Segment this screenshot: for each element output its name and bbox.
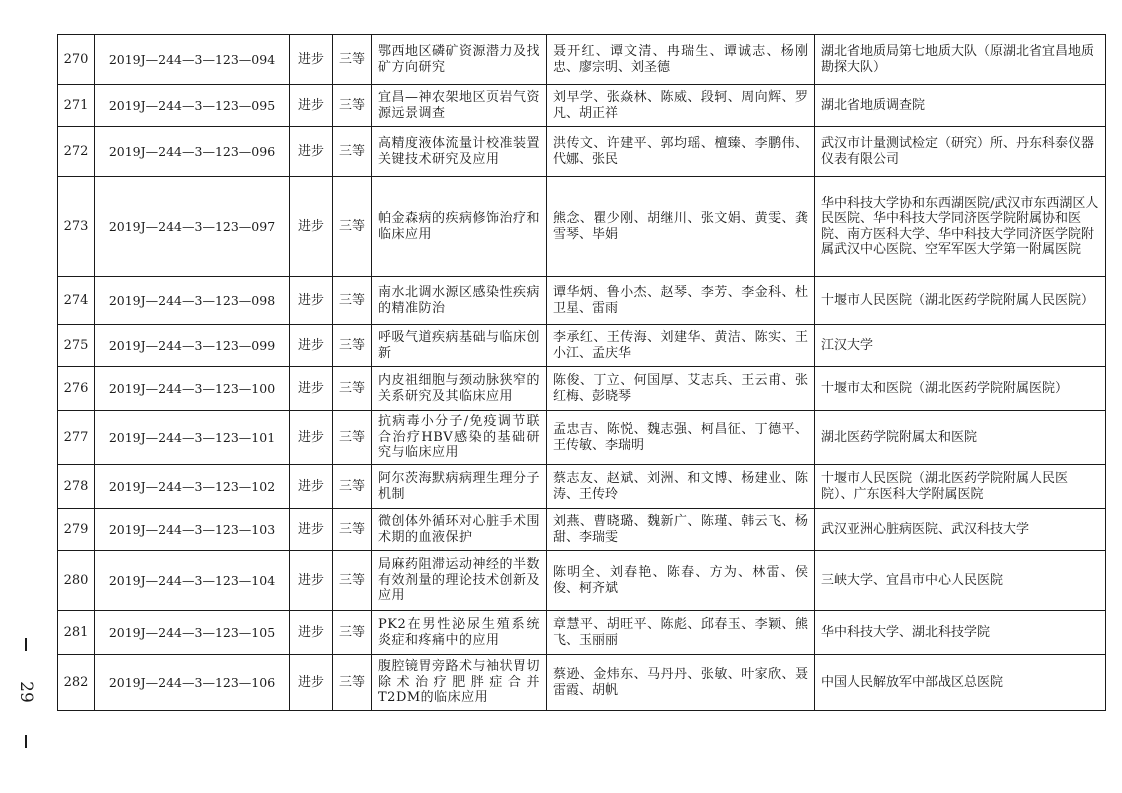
project-title: 鄂西地区磷矿资源潜力及找矿方向研究 [372,35,547,85]
row-index: 271 [58,85,95,127]
project-code: 2019J—244—3—123—096 [95,127,290,177]
award-type: 进步 [290,509,333,551]
award-type: 进步 [290,551,333,611]
project-units: 武汉市计量测试检定（研究）所、丹东科泰仪器仪表有限公司 [815,127,1106,177]
table-row [58,177,1106,277]
row-index: 279 [58,509,95,551]
project-title: 内皮祖细胞与颈动脉狭窄的关系研究及其临床应用 [372,367,547,411]
project-title: 呼吸气道疾病基础与临床创新 [372,325,547,367]
award-type: 进步 [290,177,333,277]
project-title: 抗病毒小分子/免疫调节联合治疗HBV感染的基础研究与临床应用 [372,411,547,465]
award-grade: 三等 [333,611,372,655]
project-code: 2019J—244—3—123—097 [95,177,290,277]
award-grade: 三等 [333,177,372,277]
awards-table [57,34,1106,711]
page-number-dash-bottom [25,735,27,748]
table-row [58,611,1106,655]
award-type: 进步 [290,465,333,509]
project-units: 中国人民解放军中部战区总医院 [815,655,1106,711]
project-code: 2019J—244—3—123—098 [95,277,290,325]
table-row [58,35,1106,85]
table-row [58,127,1106,177]
award-grade: 三等 [333,465,372,509]
awards-table-body [58,35,1106,711]
project-code: 2019J—244—3—123—105 [95,611,290,655]
project-units: 湖北省地质调查院 [815,85,1106,127]
project-authors: 熊念、瞿少刚、胡继川、张文娟、黄雯、龚雪琴、毕娟 [547,177,815,277]
project-authors: 蔡逊、金炜东、马丹丹、张敏、叶家欣、聂雷霞、胡帆 [547,655,815,711]
row-index: 275 [58,325,95,367]
project-title: 宜昌—神农架地区页岩气资源远景调查 [372,85,547,127]
project-units: 十堰市太和医院（湖北医药学院附属医院） [815,367,1106,411]
award-grade: 三等 [333,35,372,85]
project-title: 高精度液体流量计校准装置关键技术研究及应用 [372,127,547,177]
award-type: 进步 [290,127,333,177]
table-row [58,509,1106,551]
project-authors: 刘早学、张焱林、陈威、段轲、周向辉、罗凡、胡正祥 [547,85,815,127]
project-title: 南水北调水源区感染性疾病的精准防治 [372,277,547,325]
row-index: 281 [58,611,95,655]
award-grade: 三等 [333,551,372,611]
award-type: 进步 [290,35,333,85]
project-units: 湖北医药学院附属太和医院 [815,411,1106,465]
award-type: 进步 [290,325,333,367]
row-index: 276 [58,367,95,411]
project-units: 十堰市人民医院（湖北医药学院附属人民医院） [815,277,1106,325]
project-title: PK2在男性泌尿生殖系统炎症和疼痛中的应用 [372,611,547,655]
project-authors: 刘燕、曹晓璐、魏新广、陈瑾、韩云飞、杨甜、李瑞雯 [547,509,815,551]
table-row [58,367,1106,411]
project-units: 华中科技大学协和东西湖医院/武汉市东西湖区人民医院、华中科技大学同济医学院附属协和医院、南方医科大学、华中科技大学同济医学院附属武汉中心医院、空军军医大学第一附属医院 [815,177,1106,277]
award-type: 进步 [290,367,333,411]
row-index: 274 [58,277,95,325]
table-row [58,325,1106,367]
project-authors: 陈俊、丁立、何国厚、艾志兵、王云甫、张红梅、彭晓琴 [547,367,815,411]
project-units: 湖北省地质局第七地质大队（原湖北省宜昌地质勘探大队） [815,35,1106,85]
project-authors: 蔡志友、赵斌、刘洲、和文博、杨建业、陈涛、王传玲 [547,465,815,509]
page-number-dash-top [25,638,27,651]
award-type: 进步 [290,655,333,711]
project-code: 2019J—244—3—123—095 [95,85,290,127]
table-row [58,551,1106,611]
project-title: 阿尔茨海默病病理生理分子机制 [372,465,547,509]
page-number: 29 [16,681,36,703]
project-authors: 孟忠吉、陈悦、魏志强、柯昌征、丁德平、王传敏、李瑞明 [547,411,815,465]
project-code: 2019J—244—3—123—104 [95,551,290,611]
project-code: 2019J—244—3—123—101 [95,411,290,465]
award-grade: 三等 [333,411,372,465]
page-number-marker [14,638,38,748]
award-type: 进步 [290,85,333,127]
project-title: 微创体外循环对心脏手术围术期的血液保护 [372,509,547,551]
project-code: 2019J—244—3—123—094 [95,35,290,85]
project-code: 2019J—244—3—123—100 [95,367,290,411]
project-units: 武汉亚洲心脏病医院、武汉科技大学 [815,509,1106,551]
project-authors: 聂开红、谭文清、冉瑞生、谭诚志、杨刚忠、廖宗明、刘圣德 [547,35,815,85]
row-index: 273 [58,177,95,277]
project-title: 帕金森病的疾病修饰治疗和临床应用 [372,177,547,277]
table-row [58,655,1106,711]
award-grade: 三等 [333,509,372,551]
project-authors: 章慧平、胡旺平、陈彪、邱春玉、李颖、熊飞、玉丽丽 [547,611,815,655]
project-units: 华中科技大学、湖北科技学院 [815,611,1106,655]
award-grade: 三等 [333,277,372,325]
row-index: 277 [58,411,95,465]
row-index: 272 [58,127,95,177]
award-type: 进步 [290,411,333,465]
table-row [58,411,1106,465]
project-authors: 洪传文、许建平、郭均瑶、檀臻、李鹏伟、代娜、张民 [547,127,815,177]
project-title: 局麻药阻滞运动神经的半数有效剂量的理论技术创新及应用 [372,551,547,611]
table-row [58,85,1106,127]
project-code: 2019J—244—3—123—102 [95,465,290,509]
award-type: 进步 [290,611,333,655]
project-title: 腹腔镜胃旁路术与袖状胃切除术治疗肥胖症合并T2DM的临床应用 [372,655,547,711]
project-units: 江汉大学 [815,325,1106,367]
project-units: 十堰市人民医院（湖北医药学院附属人民医院）、广东医科大学附属医院 [815,465,1106,509]
row-index: 278 [58,465,95,509]
row-index: 270 [58,35,95,85]
project-authors: 李承红、王传海、刘建华、黄洁、陈实、王小江、孟庆华 [547,325,815,367]
award-type: 进步 [290,277,333,325]
award-grade: 三等 [333,655,372,711]
project-authors: 陈明全、刘春艳、陈春、方为、林雷、侯俊、柯齐斌 [547,551,815,611]
award-grade: 三等 [333,367,372,411]
award-grade: 三等 [333,325,372,367]
project-authors: 谭华炳、鲁小杰、赵琴、李芳、李金科、杜卫星、雷雨 [547,277,815,325]
award-grade: 三等 [333,127,372,177]
award-grade: 三等 [333,85,372,127]
row-index: 282 [58,655,95,711]
project-code: 2019J—244—3—123—106 [95,655,290,711]
row-index: 280 [58,551,95,611]
project-code: 2019J—244—3—123—103 [95,509,290,551]
project-units: 三峡大学、宜昌市中心人民医院 [815,551,1106,611]
table-row [58,277,1106,325]
table-row [58,465,1106,509]
project-code: 2019J—244—3—123—099 [95,325,290,367]
